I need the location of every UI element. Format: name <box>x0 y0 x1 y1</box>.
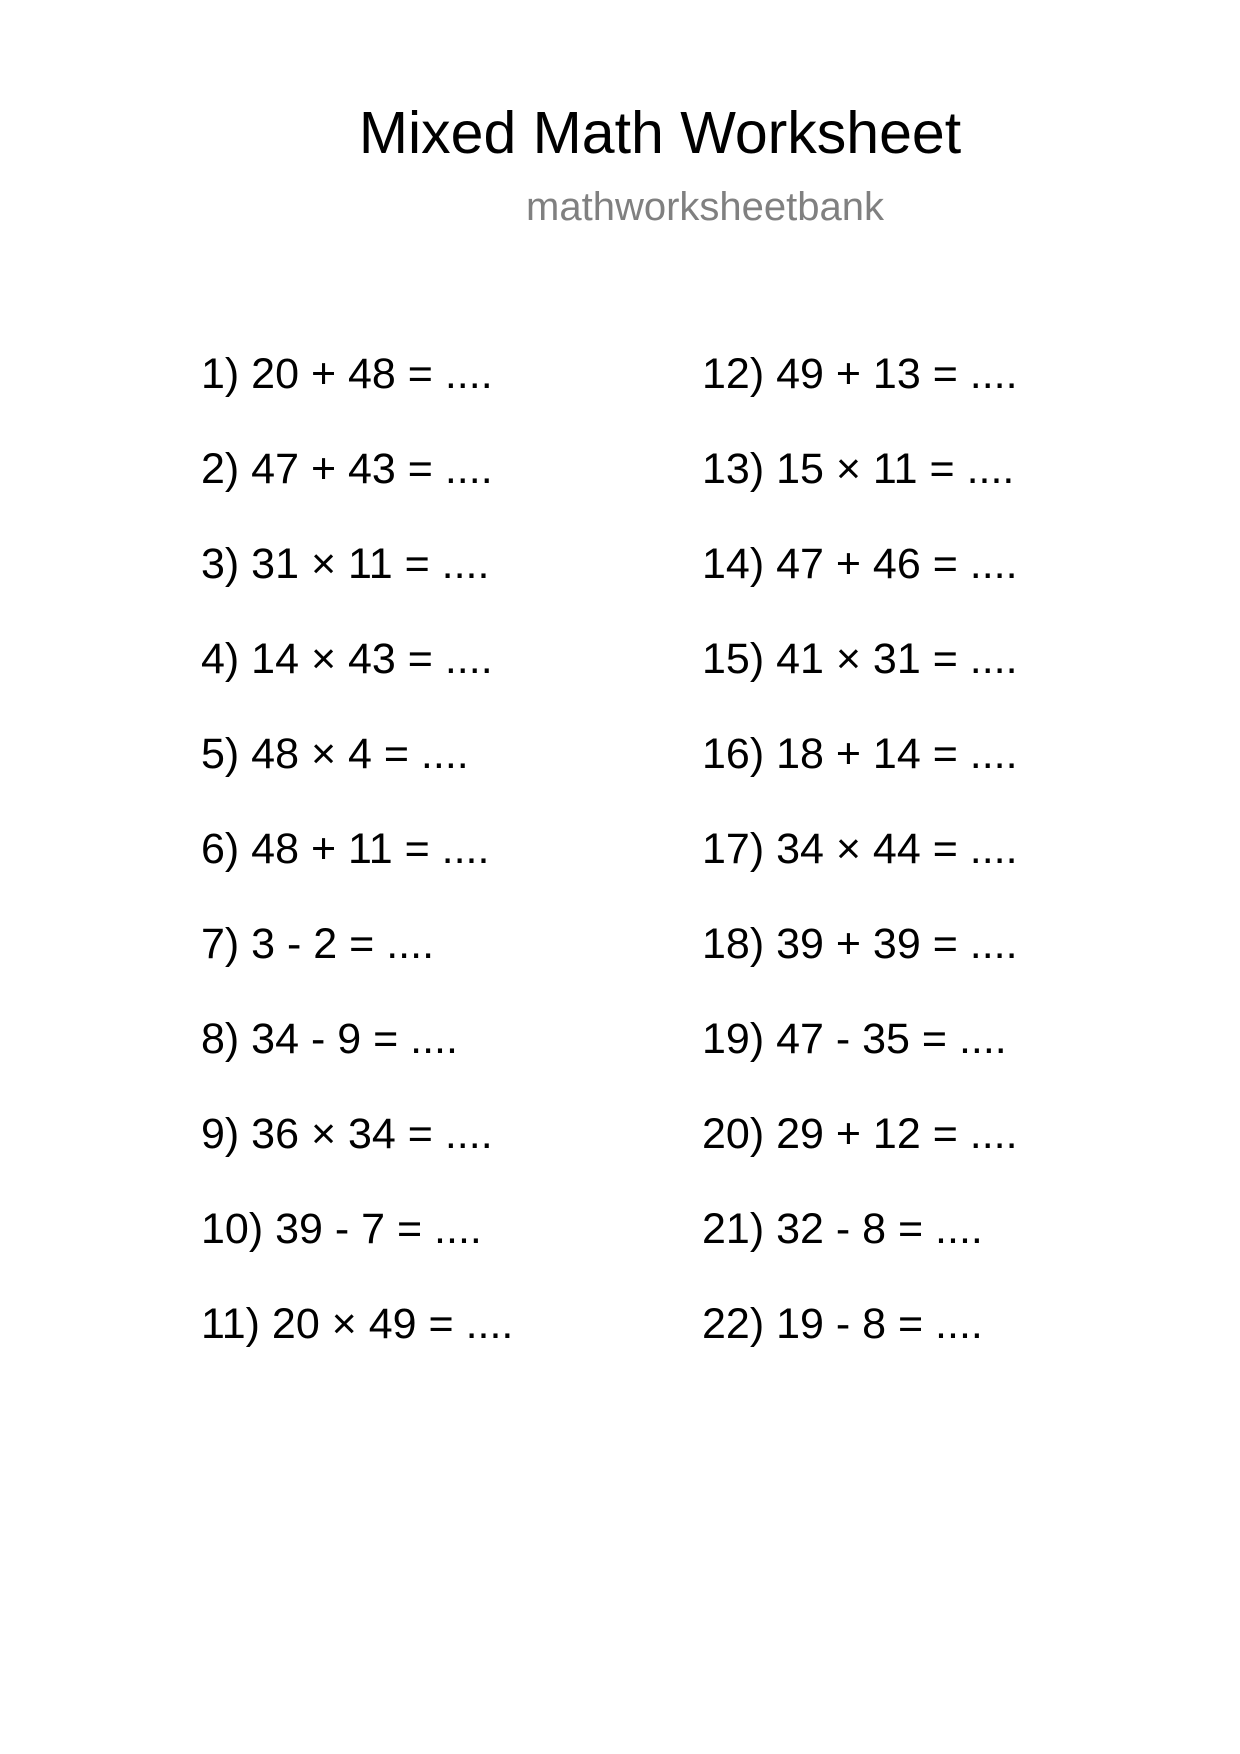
problem-14: 14) 47 + 46 = .... <box>702 540 1018 588</box>
problem-5: 5) 48 × 4 = .... <box>201 730 469 778</box>
problem-column-right <box>702 350 1018 1395</box>
problem-13: 13) 15 × 11 = .... <box>702 445 1015 493</box>
problem-1: 1) 20 + 48 = .... <box>201 350 493 398</box>
problem-22: 22) 19 - 8 = .... <box>702 1300 983 1348</box>
problem-10: 10) 39 - 7 = .... <box>201 1205 482 1253</box>
problem-15: 15) 41 × 31 = .... <box>702 635 1018 683</box>
problem-20: 20) 29 + 12 = .... <box>702 1110 1018 1158</box>
worksheet-source: mathworksheetbank <box>526 185 884 229</box>
problem-19: 19) 47 - 35 = .... <box>702 1015 1007 1063</box>
problem-8: 8) 34 - 9 = .... <box>201 1015 458 1063</box>
problem-column-left <box>201 350 513 1395</box>
problem-21: 21) 32 - 8 = .... <box>702 1205 983 1253</box>
problem-6: 6) 48 + 11 = .... <box>201 825 490 873</box>
problem-3: 3) 31 × 11 = .... <box>201 540 490 588</box>
problem-12: 12) 49 + 13 = .... <box>702 350 1018 398</box>
worksheet-title: Mixed Math Worksheet <box>358 100 962 166</box>
problem-18: 18) 39 + 39 = .... <box>702 920 1018 968</box>
problem-17: 17) 34 × 44 = .... <box>702 825 1018 873</box>
problem-2: 2) 47 + 43 = .... <box>201 445 493 493</box>
problem-16: 16) 18 + 14 = .... <box>702 730 1018 778</box>
problem-9: 9) 36 × 34 = .... <box>201 1110 493 1158</box>
problem-4: 4) 14 × 43 = .... <box>201 635 493 683</box>
problem-11: 11) 20 × 49 = .... <box>201 1300 514 1348</box>
problem-7: 7) 3 - 2 = .... <box>201 920 435 968</box>
